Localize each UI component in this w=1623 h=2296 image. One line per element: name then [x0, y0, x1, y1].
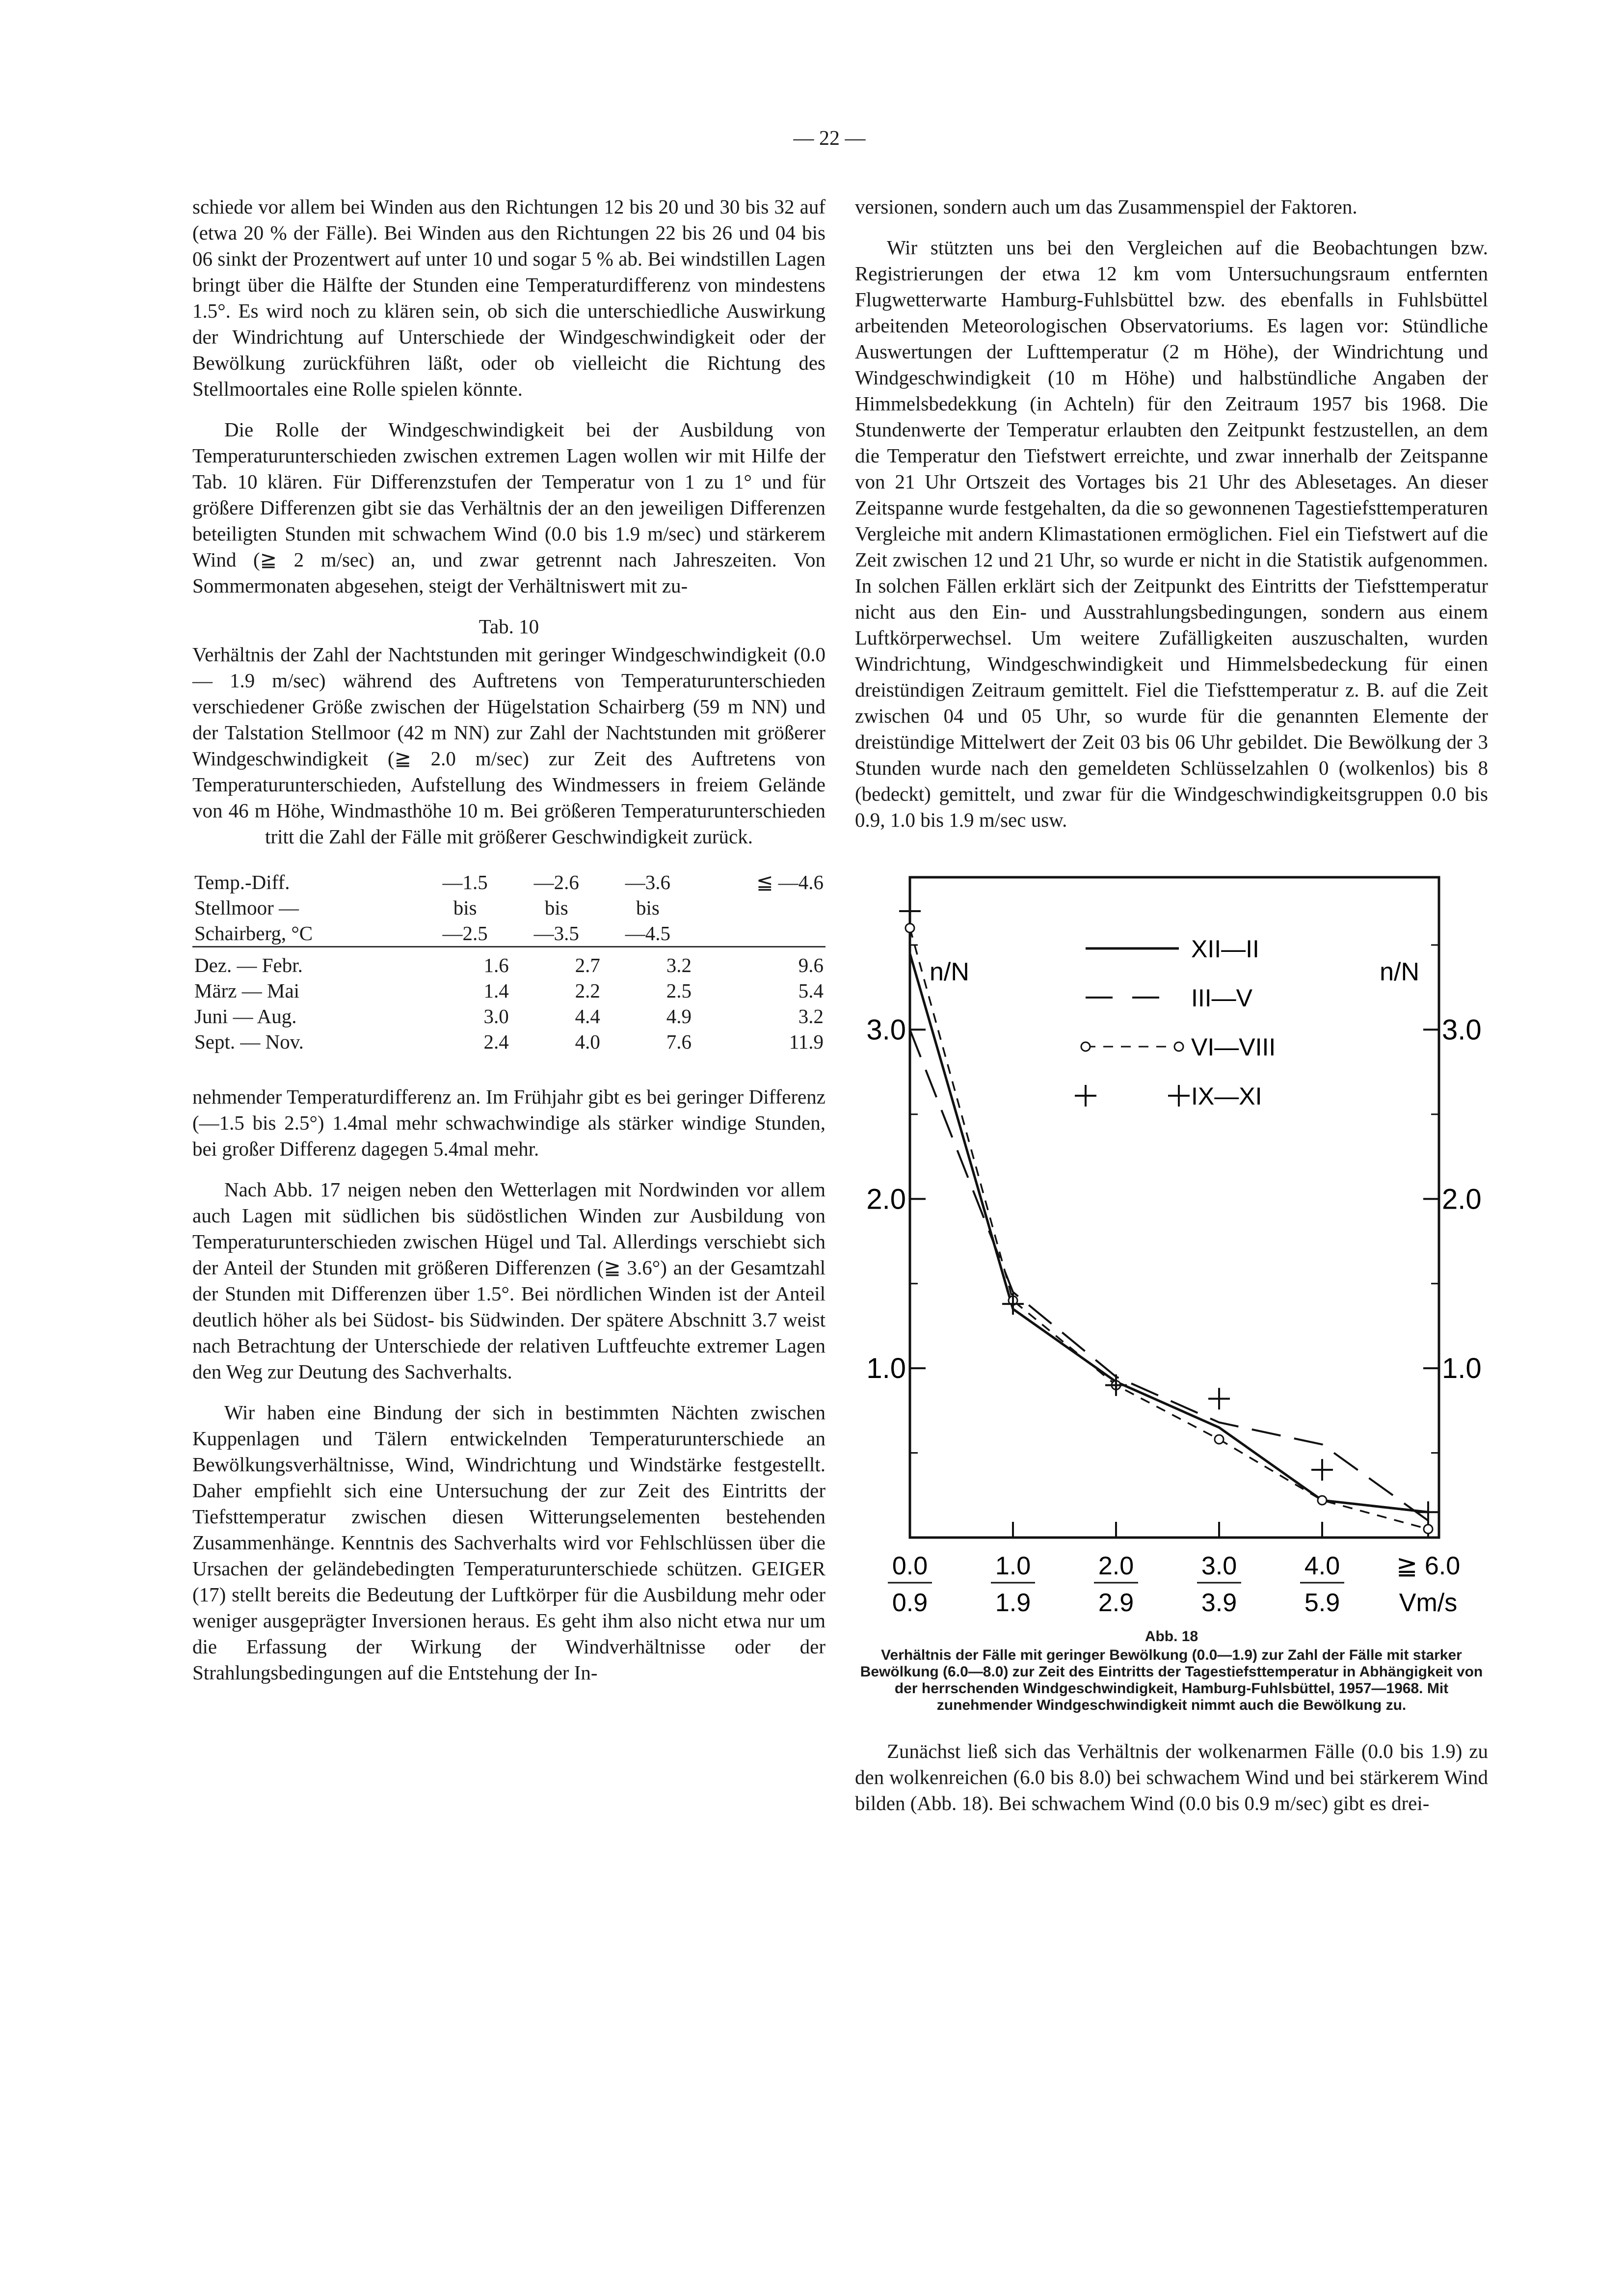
y-tick-label: 3.0: [866, 1014, 906, 1046]
table-row-label: Sept. — Nov.: [194, 1030, 304, 1053]
table-cell: 4.4: [575, 1005, 600, 1027]
table-cell: 2.7: [511, 947, 602, 978]
x-tick-label: ≧ 6.0: [1396, 1552, 1461, 1580]
table-header-cell: —1.5: [442, 871, 488, 893]
table-header-cell: —3.6: [625, 871, 671, 893]
table-row: [192, 947, 825, 978]
x-tick-label: 5.9: [1304, 1589, 1340, 1617]
page-number: — 22 —: [793, 127, 866, 150]
table-header-row: [192, 869, 825, 895]
paragraph: Nach Abb. 17 neigen neben den Wetterlagen mit Nordwinden vor allem auch Lagen mit südlichen bis südöstlichen Winden zur Ausbildung von Temperaturunterschieden zwischen Hügel und Tal. Allerdings verschiebt sich der Anteil der Stunden mit größeren Differenzen (≧ 3.6°) an der Gesamtzahl der Stunden mit Differenzen über 1.5°. Bei nördlichen Winden ist der Anteil deutlich höher als bei Südost- bis Südwinden. Der spätere Abschnitt 3.7 weist nach Betrachtung der Unterschiede der relativen Luftfeuchte extremer Lagen den Weg zur Deutung des Sachverhalts.: [192, 1178, 825, 1383]
table-header-cell: ≦ —4.6: [756, 871, 824, 893]
x-tick-label: 1.9: [995, 1589, 1031, 1617]
table-cell: 3.2: [798, 1005, 824, 1027]
series-line-1: [910, 1029, 1428, 1520]
y-tick-label: 1.0: [1442, 1352, 1482, 1385]
table-header-cell: —4.5: [625, 922, 671, 945]
legend-label: VI—VIII: [1191, 1033, 1276, 1061]
legend-marker: [1081, 1042, 1090, 1051]
table-header-row: [192, 920, 825, 947]
table-cell: 11.9: [789, 1030, 824, 1053]
legend-label: XII—II: [1191, 935, 1259, 963]
figure-18: [855, 848, 1488, 1628]
table-cell: 7.6: [666, 1030, 692, 1053]
x-tick-label: 1.0: [995, 1552, 1031, 1580]
table-title: Tab. 10: [479, 615, 539, 638]
table-header-cell: [693, 920, 825, 947]
right-column: [855, 194, 1488, 1831]
y-axis-label: n/N: [930, 958, 969, 986]
x-tick-label: 0.0: [892, 1552, 928, 1580]
y-tick-label: 1.0: [866, 1352, 906, 1385]
x-tick-label: 0.9: [892, 1589, 928, 1617]
x-tick-label: 3.9: [1201, 1589, 1237, 1617]
paragraph: nehmender Temperaturdifferenz an. Im Frühjahr gibt es bei geringer Differenz (—1.5 bis 2.5°) 1.4mal mehr schwachwindige als stärker windige Stunden, bei großer Differenz dagegen 5.4mal mehr.: [192, 1085, 825, 1160]
left-column: [192, 194, 825, 1701]
table-row: [192, 1003, 825, 1029]
table-header-label: Stellmoor —: [194, 896, 299, 919]
table-header-cell: bis: [453, 896, 477, 919]
table-cell: 9.6: [693, 947, 825, 978]
paragraph: Wir stützten uns bei den Vergleichen auf die Beobachtungen bzw. Registrierungen der etwa 12 km vom Untersuchungsraum entfernten Flugwetterwarte Hamburg-Fuhlsbüttel bzw. des ebenfalls in Fuhlsbüttel arbeitenden Meteorologischen Observatoriums. Es lagen vor: Stündliche Auswertungen der Lufttemperatur (2 m Höhe), der Windrichtung und Windgeschwindigkeit (10 m Höhe) und halbstündliche Angaben der Himmelsbedekkung (in Achteln) für den Zeitraum 1957 bis 1968. Die Stundenwerte der Temperatur erlaubten den Zeitpunkt festzustellen, an dem die Temperatur den Tiefstwert erreichte, und zwar innerhalb der Zeitspanne von 21 Uhr Ortszeit des Vortages bis 21 Uhr des Ablesetages. An dieser Zeitspanne wurde festgehalten, da die so gewonnenen Tagestiefsttemperaturen Vergleiche mit andern Klimastationen ermöglichen. Fiel ein Tiefstwert auf die Zeit zwischen 12 und 21 Uhr, so wurde er nicht in die Statistik aufgenommen. In solchen Fällen erklärt sich der Zeitpunkt des Eintritts der Tiefsttemperatur nicht aus den Ein- und Ausstrahlungsbedingungen, sondern aus einem Luftkörperwechsel. Um weitere Zufälligkeiten auszuschalten, wurden Windrichtung, Windgeschwindigkeit und Himmelsbedeckung für einen dreistündigen Zeitraum gemittelt. Fiel die Tiefsttemperatur z. B. auf die Zeit zwischen 04 und 05 Uhr, so wurde für die genannten Elemente der dreistündige Mittelwert der Zeit 03 bis 06 Uhr gebildet. Die Bewölkung der 3 Stunden wurde nach den gemeldeten Schlüsselzahlen 0 (wolkenlos) bis 8 (bedeckt) gemittelt, und zwar für die Windgeschwindigkeitsgruppen 0.0 bis 0.9, 1.0 bis 1.9 m/sec usw.: [855, 236, 1488, 831]
table-header-cell: —2.6: [533, 871, 579, 893]
cloudiness-ratio-chart: [855, 848, 1488, 1628]
legend-marker: [1174, 1042, 1183, 1051]
series-line-2: [910, 928, 1428, 1529]
table-cell: 3.0: [483, 1005, 509, 1027]
table-10: [192, 869, 825, 1054]
series-line-0: [910, 953, 1428, 1512]
table-cell: 4.9: [666, 1005, 692, 1027]
paragraph: schiede vor allem bei Winden aus den Richtungen 12 bis 20 und 30 bis 32 auf (etwa 20 % der Fälle). Bei Winden aus den Richtungen 22 bis 26 und 04 bis 06 sinkt der Prozentwert auf unter 10 und sogar 5 % ab. Bei windstillen Lagen bringt über die Hälfte der Stunden eine Temperaturdifferenz von mindestens 1.5°. Es wird noch zu klären sein, ob sich die unterschiedliche Auswirkung der Windrichtung auf Unterschiede der Windgeschwindigkeit oder der Bewölkung zurückführen läßt, oder ob vielleicht die Richtung des Stellmoortales eine Rolle spielen könnte.: [192, 195, 825, 400]
table-header-label: Schairberg, °C: [194, 922, 313, 945]
table-row: [192, 1029, 825, 1054]
table-cell: 2.5: [666, 979, 692, 1002]
table-cell: 4.0: [575, 1030, 600, 1053]
data-point-circle: [905, 923, 914, 932]
y-axis-label: n/N: [1380, 958, 1419, 986]
table-header-cell: —3.5: [533, 922, 579, 945]
x-unit-label: Vm/s: [1399, 1589, 1458, 1617]
table-header-cell: bis: [544, 896, 568, 919]
table-header-label: Temp.-Diff.: [194, 871, 290, 893]
data-point-circle: [1318, 1496, 1327, 1505]
paragraph: Die Rolle der Windgeschwindigkeit bei der Ausbildung von Temperaturunterschieden zwischen extremen Lagen wollen wir mit Hilfe der Tab. 10 klären. Für Differenzstufen der Temperatur von 1 zu 1° und für größere Differenzen gibt sie das Verhältnis der an den jeweiligen Differenzen beteiligten Stunden mit schwachem Wind (0.0 bis 1.9 m/sec) und stärkerem Wind (≧ 2 m/sec) an, und zwar getrennt nach Jahreszeiten. Von Sommermonaten abgesehen, steigt der Verhältniswert mit zu-: [192, 418, 825, 597]
legend-label: IX—XI: [1191, 1082, 1262, 1110]
figure-number: Abb. 18: [1144, 1628, 1198, 1645]
table-header-cell: —2.5: [442, 922, 488, 945]
table-header-row: [192, 895, 825, 920]
table-cell: 2.2: [575, 979, 600, 1002]
table-caption-block: [192, 614, 825, 850]
table-cell: 1.4: [483, 979, 509, 1002]
figure-caption: Verhältnis der Fälle mit geringer Bewölkung (0.0—1.9) zur Zahl der Fälle mit starker Bewölkung (6.0—8.0) zur Zeit des Eintritts der Tagestiefsttemperatur in Abhängigkeit von der herrschenden Windgeschwindigkeit, Hamburg-Fuhlsbüttel, 1957—1968. Mit zunehmender Windgeschwindigkeit nimmt auch die Bewölkung zu.: [860, 1647, 1483, 1713]
x-tick-label: 3.0: [1201, 1552, 1237, 1580]
x-tick-label: 4.0: [1304, 1552, 1340, 1580]
paragraph: versionen, sondern auch um das Zusammenspiel der Faktoren.: [855, 195, 1357, 218]
table-cell: 5.4: [798, 979, 824, 1002]
data-point-circle: [1215, 1435, 1224, 1444]
table-row-label: Dez. — Febr.: [192, 947, 420, 978]
y-tick-label: 3.0: [1442, 1014, 1482, 1046]
x-tick-label: 2.9: [1098, 1589, 1134, 1617]
table-caption: Verhältnis der Zahl der Nachtstunden mit geringer Windgeschwindigkeit (0.0 — 1.9 m/sec) während des Auftretens von Temperaturunterschieden verschiedener Größe zwischen der Hügelstation Schairberg (59 m NN) und der Talstation Stellmoor (42 m NN) zur Zahl der Nachtstunden mit größerer Windgeschwindigkeit (≧ 2.0 m/sec) zur Zeit des Auftretens von Temperaturunterschieden, Aufstellung des Windmessers in freiem Gelände von 46 m Höhe, Windmasthöhe 10 m. Bei größeren Temperaturunterschieden tritt die Zahl der Fälle mit größerer Geschwindigkeit zurück.: [192, 643, 825, 848]
legend-label: III—V: [1191, 984, 1253, 1012]
table-row: [192, 978, 825, 1003]
data-point-circle: [1424, 1525, 1433, 1534]
table-header-cell: [693, 895, 825, 920]
x-tick-label: 2.0: [1098, 1552, 1134, 1580]
table-cell: 2.4: [483, 1030, 509, 1053]
table-header-cell: bis: [636, 896, 660, 919]
y-tick-label: 2.0: [1442, 1183, 1482, 1216]
table-cell: 1.6: [420, 947, 511, 978]
paragraph: Wir haben eine Bindung der sich in bestimmten Nächten zwischen Kuppenlagen und Tälern entwickelnden Temperaturunterschiede an Bewölkungsverhältnisse, Wind, Windrichtung und Windstärke festgestellt. Daher empfiehlt sich eine Untersuchung der zur Zeit des Eintritts der Tiefsttemperatur zwischen diesen Witterungselementen bestehenden Zusammenhänge. Kenntnis des Sachverhalts wird vor Fehlschlüssen über die Ursachen der geländebedingten Temperaturunterschiede schützen. GEIGER (17) stellt bereits die Bedeutung der Luftkörper für die Ausbildung mehr oder weniger ausgeprägter Inversionen heraus. Es geht ihm also nicht etwa nur um die Erfassung der Wirkung der Windverhältnisse oder der Strahlungsbedingungen auf die Entstehung der In-: [192, 1401, 825, 1684]
table-row-label: Juni — Aug.: [194, 1005, 297, 1027]
paragraph: Zunächst ließ sich das Verhältnis der wolkenarmen Fälle (0.0 bis 1.9) zu den wolkenreichen (6.0 bis 8.0) bei schwachem Wind und bei stärkerem Wind bilden (Abb. 18). Bei schwachem Wind (0.0 bis 0.9 m/sec) gibt es drei-: [855, 1740, 1488, 1814]
figure-caption-block: [855, 1628, 1488, 1714]
table-row-label: März — Mai: [194, 979, 300, 1002]
plot-frame: [910, 877, 1439, 1538]
table-cell: 3.2: [602, 947, 693, 978]
y-tick-label: 2.0: [866, 1183, 906, 1216]
